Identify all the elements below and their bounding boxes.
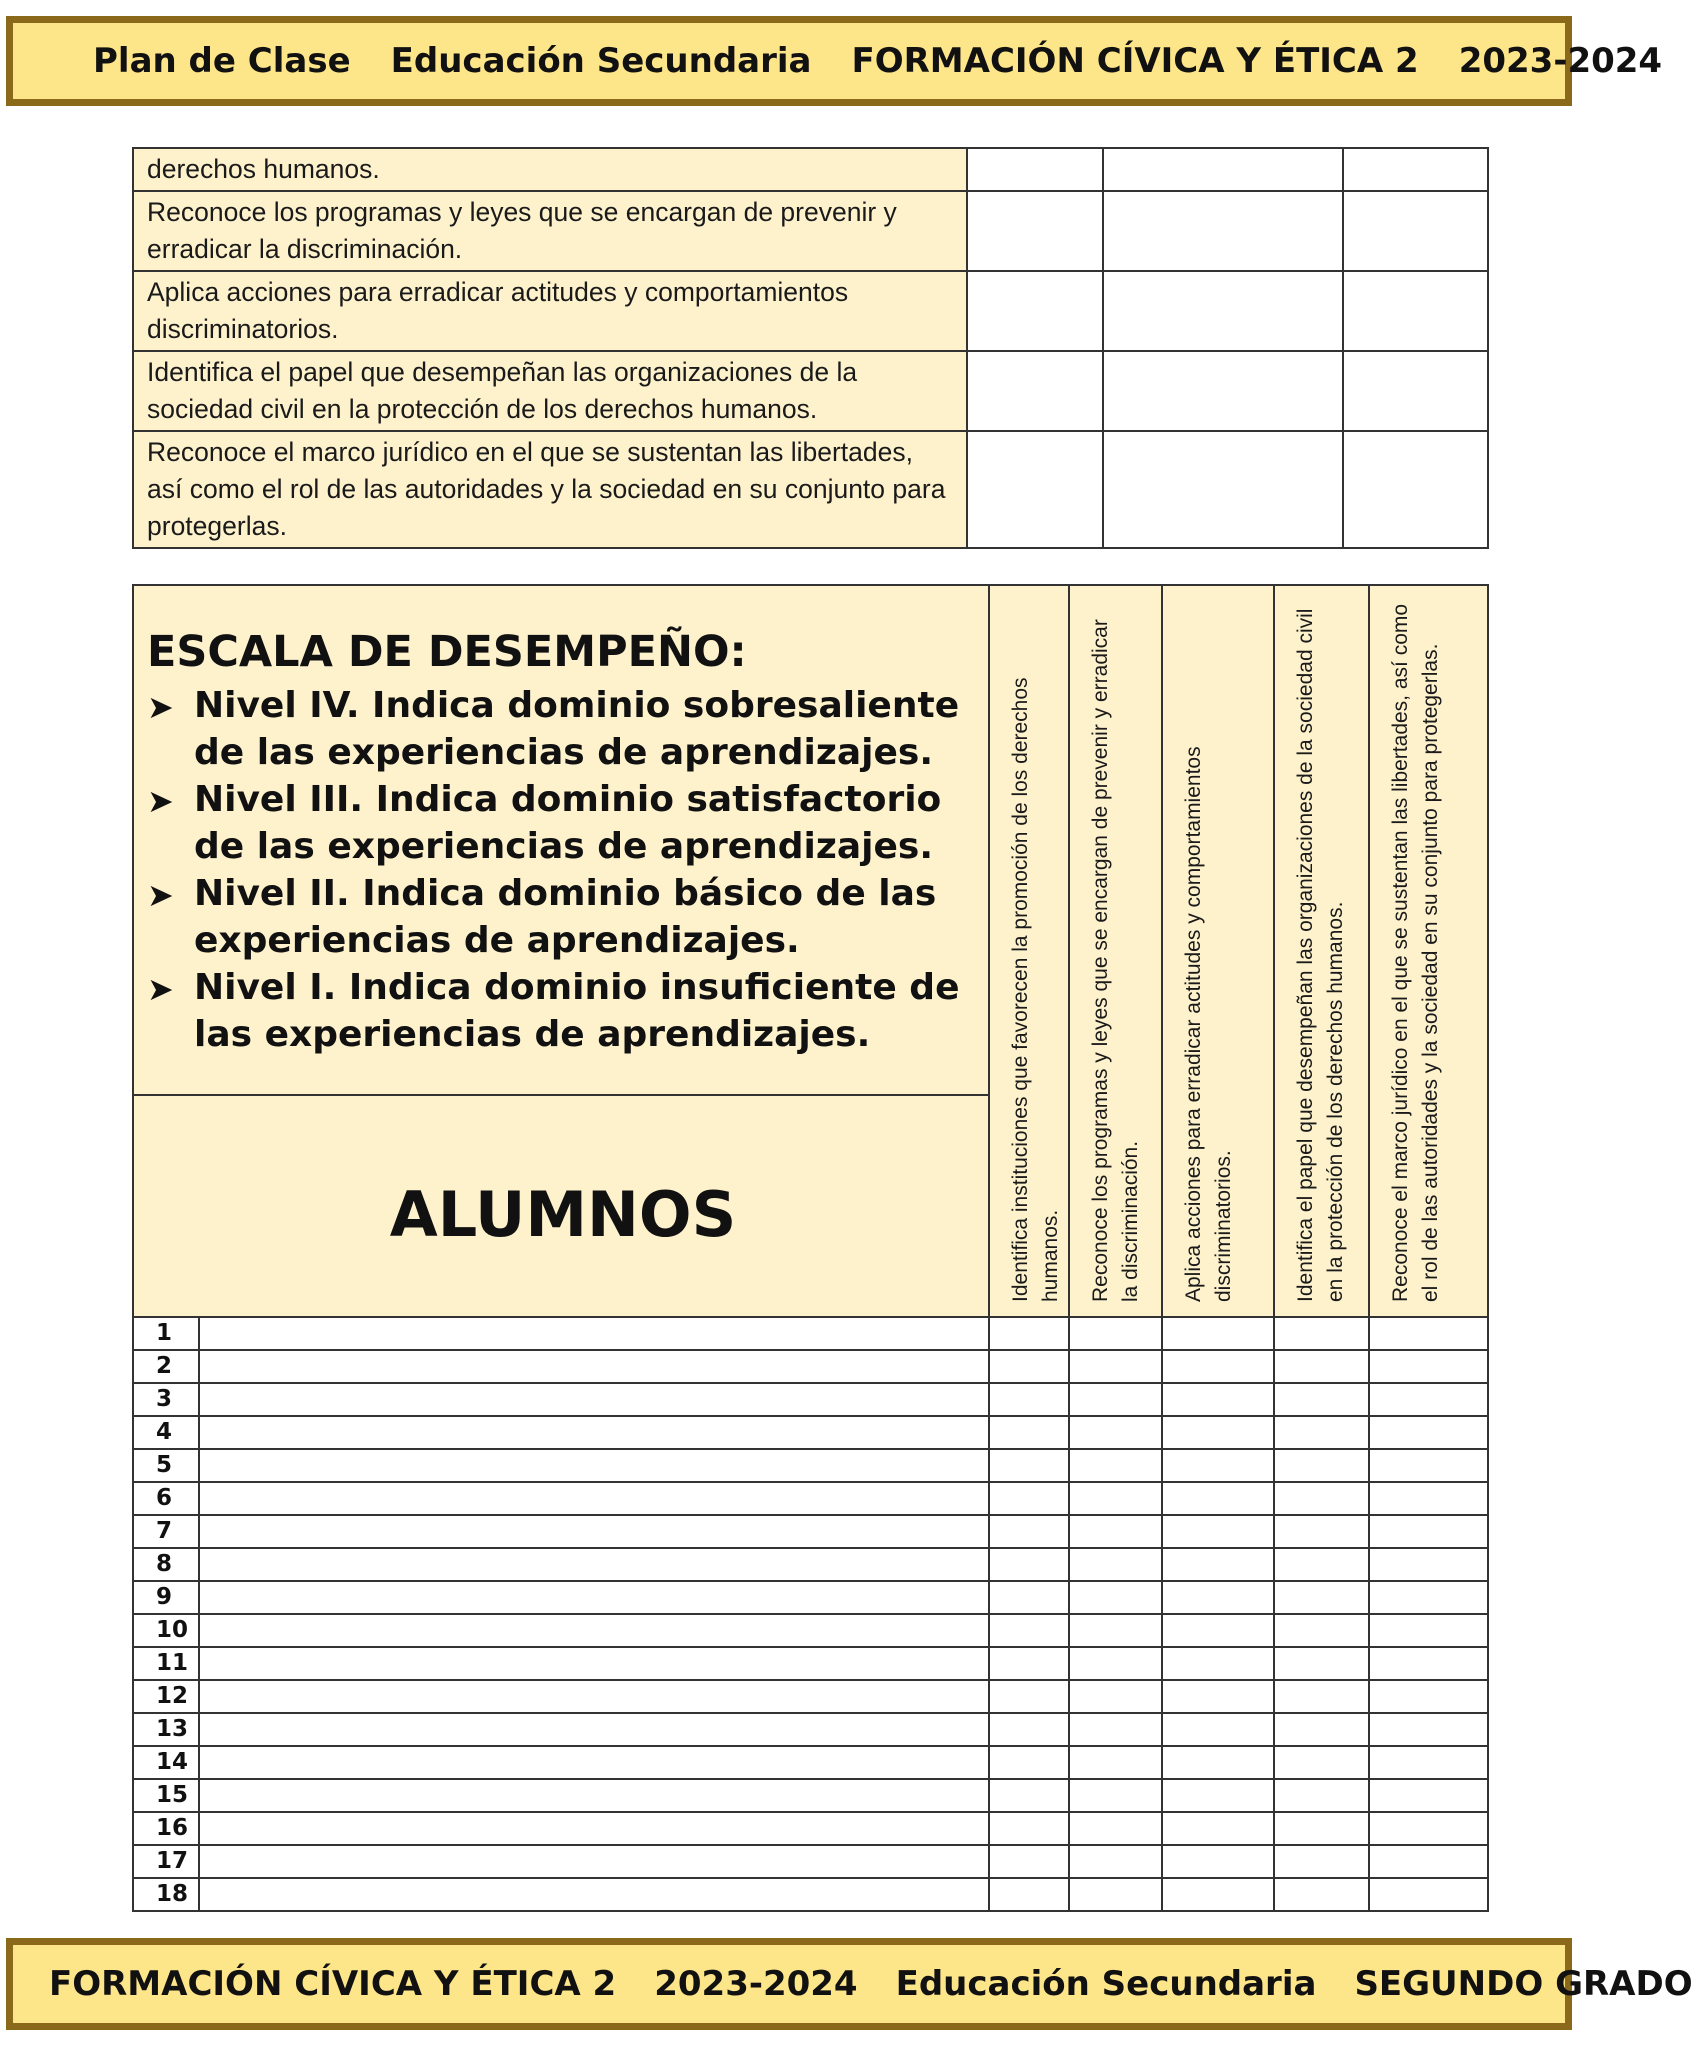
student-name-cell[interactable] [199,1713,989,1746]
student-score-cell[interactable] [1274,1845,1369,1878]
table-row [133,351,1488,431]
student-number: 10 [133,1614,199,1647]
arrow-bullet-icon: ➤ [147,688,174,726]
student-name-cell[interactable] [199,1779,989,1812]
student-score-cell[interactable] [989,1680,1069,1713]
student-number: 8 [133,1548,199,1581]
criterion-header [1274,585,1369,1317]
student-row [133,1713,1488,1746]
student-score-cell[interactable] [1069,1482,1162,1515]
student-score-cell[interactable] [1069,1548,1162,1581]
student-number: 17 [133,1845,199,1878]
student-score-cell[interactable] [1162,1581,1274,1614]
student-row [133,1845,1488,1878]
student-number: 7 [133,1515,199,1548]
evaluation-table [132,584,1489,1912]
escala-level-item [147,964,968,1058]
criterion-label: Identifica instituciones que favorecen la promoción de los derechos humanos. [1009,677,1063,1302]
escala-level-text: Nivel IV. Indica dominio sobresaliente de las experiencias de aprendizajes. [194,685,960,773]
page-header-band [6,16,1663,106]
student-score-cell[interactable] [1162,1878,1274,1911]
student-score-cell[interactable] [989,1482,1069,1515]
student-name-cell[interactable] [199,1383,989,1416]
student-row [133,1416,1488,1449]
student-score-cell[interactable] [989,1812,1069,1845]
student-row [133,1317,1488,1350]
evaluation-cell[interactable] [1103,148,1343,191]
students-body [133,1317,1488,1911]
student-number: 11 [133,1647,199,1680]
student-score-cell[interactable] [1369,1845,1488,1878]
student-name-cell[interactable] [199,1548,989,1581]
evaluation-cell[interactable] [1103,271,1343,351]
header-school-year: 2023-2024 [1458,41,1663,81]
student-score-cell[interactable] [1274,1416,1369,1449]
evaluation-cell[interactable] [1343,431,1488,548]
footer-grade: SEGUNDO GRADO [1354,1964,1693,2004]
header-educacion-secundaria: Educación Secundaria [390,41,812,81]
student-score-cell[interactable] [1162,1317,1274,1350]
student-score-cell[interactable] [1369,1416,1488,1449]
student-score-cell[interactable] [1162,1845,1274,1878]
student-score-cell[interactable] [1274,1878,1369,1911]
student-number: 5 [133,1449,199,1482]
student-score-cell[interactable] [1274,1713,1369,1746]
arrow-bullet-icon: ➤ [147,782,174,820]
student-score-cell[interactable] [1274,1383,1369,1416]
student-score-cell[interactable] [1274,1515,1369,1548]
student-score-cell[interactable] [1069,1845,1162,1878]
student-score-cell[interactable] [989,1647,1069,1680]
student-name-cell[interactable] [199,1581,989,1614]
alumnos-header [133,1095,989,1317]
criterion-label: Aplica acciones para erradicar actitudes y comportamientos discriminatorios. [1182,746,1236,1302]
student-number: 15 [133,1779,199,1812]
header-row [133,585,1488,1095]
student-number: 1 [133,1317,199,1350]
student-score-cell[interactable] [989,1416,1069,1449]
student-score-cell[interactable] [989,1317,1069,1350]
student-score-cell[interactable] [1162,1515,1274,1548]
student-score-cell[interactable] [1069,1449,1162,1482]
student-number: 9 [133,1581,199,1614]
escala-level-item [147,870,968,964]
student-name-cell[interactable] [199,1416,989,1449]
student-number: 16 [133,1812,199,1845]
student-row [133,1383,1488,1416]
student-name-cell[interactable] [199,1515,989,1548]
student-score-cell[interactable] [1369,1350,1488,1383]
arrow-bullet-icon: ➤ [147,970,174,1008]
evaluation-cell[interactable] [1103,431,1343,548]
student-row [133,1350,1488,1383]
evaluation-cell[interactable] [1343,351,1488,431]
evaluation-cell[interactable] [1343,271,1488,351]
student-score-cell[interactable] [989,1614,1069,1647]
criterion-label: Identifica el papel que desempeñan las organizaciones de la sociedad civil en la protección de los derechos humanos. [1294,608,1348,1302]
evaluation-cell[interactable] [967,351,1103,431]
alumnos-label: ALUMNOS [389,1177,737,1251]
student-score-cell[interactable] [1369,1647,1488,1680]
student-score-cell[interactable] [989,1746,1069,1779]
student-score-cell[interactable] [1369,1746,1488,1779]
student-score-cell[interactable] [1069,1350,1162,1383]
student-row [133,1581,1488,1614]
student-score-cell[interactable] [1069,1614,1162,1647]
table-row [133,271,1488,351]
student-row [133,1812,1488,1845]
header-subject: FORMACIÓN CÍVICA Y ÉTICA 2 [851,41,1419,81]
student-row [133,1449,1488,1482]
student-name-cell[interactable] [199,1845,989,1878]
footer-school-year: 2023-2024 [654,1964,858,2004]
student-score-cell[interactable] [1069,1647,1162,1680]
student-row [133,1482,1488,1515]
criterion-header [1069,585,1162,1317]
student-score-cell[interactable] [1274,1449,1369,1482]
table-row [133,148,1488,191]
student-score-cell[interactable] [1162,1713,1274,1746]
student-score-cell[interactable] [1069,1416,1162,1449]
escala-levels-list [147,682,968,1058]
evaluation-cell[interactable] [1103,351,1343,431]
student-name-cell[interactable] [199,1614,989,1647]
student-score-cell[interactable] [1069,1713,1162,1746]
student-score-cell[interactable] [1069,1746,1162,1779]
student-score-cell[interactable] [1162,1647,1274,1680]
student-name-cell[interactable] [199,1317,989,1350]
student-score-cell[interactable] [1369,1680,1488,1713]
student-score-cell[interactable] [1369,1449,1488,1482]
student-row [133,1647,1488,1680]
outcome-cell: Reconoce el marco jurídico en el que se sustentan las libertades, así como el rol de las autoridades y la sociedad en su conjunto para protegerlas. [133,431,967,548]
student-name-cell[interactable] [199,1746,989,1779]
evaluation-cell[interactable] [967,431,1103,548]
student-score-cell[interactable] [1274,1779,1369,1812]
student-score-cell[interactable] [1274,1482,1369,1515]
student-score-cell[interactable] [1274,1350,1369,1383]
student-score-cell[interactable] [989,1449,1069,1482]
criterion-header [1369,585,1488,1317]
student-score-cell[interactable] [989,1878,1069,1911]
outcome-cell: Reconoce los programas y leyes que se encargan de prevenir y erradicar la discriminación. [133,191,967,271]
criterion-label: Reconoce los programas y leyes que se encargan de prevenir y erradicar la discriminación. [1089,619,1143,1302]
student-score-cell[interactable] [1069,1812,1162,1845]
outcome-cell: Identifica el papel que desempeñan las organizaciones de la sociedad civil en la protección de los derechos humanos. [133,351,967,431]
student-score-cell[interactable] [989,1713,1069,1746]
outcome-cell: derechos humanos. [133,148,967,191]
student-score-cell[interactable] [1162,1350,1274,1383]
student-score-cell[interactable] [1274,1614,1369,1647]
student-score-cell[interactable] [1274,1317,1369,1350]
student-score-cell[interactable] [1162,1812,1274,1845]
student-score-cell[interactable] [989,1779,1069,1812]
arrow-bullet-icon: ➤ [147,876,174,914]
student-row [133,1779,1488,1812]
footer-educacion-secundaria: Educación Secundaria [895,1964,1317,2004]
escala-title: ESCALA DE DESEMPEÑO: [147,627,747,677]
evaluation-cell[interactable] [1343,148,1488,191]
student-score-cell[interactable] [1162,1779,1274,1812]
criterion-label: Reconoce el marco jurídico en el que se sustentan las libertades, así como el rol de las autoridades y la sociedad en su conjunto para protegerlas. [1389,603,1443,1302]
student-name-cell[interactable] [199,1350,989,1383]
escala-level-item [147,776,968,870]
header-plan-de-clase: Plan de Clase [93,41,351,81]
student-score-cell[interactable] [989,1548,1069,1581]
student-number: 12 [133,1680,199,1713]
student-score-cell[interactable] [1162,1383,1274,1416]
student-score-cell[interactable] [989,1581,1069,1614]
escala-level-text: Nivel III. Indica dominio satisfactorio de las experiencias de aprendizajes. [194,779,942,867]
student-row [133,1680,1488,1713]
student-name-cell[interactable] [199,1482,989,1515]
escala-level-text: Nivel I. Indica dominio insuficiente de las experiencias de aprendizajes. [194,967,960,1055]
criterion-header [1162,585,1274,1317]
student-score-cell[interactable] [989,1383,1069,1416]
student-score-cell[interactable] [1274,1647,1369,1680]
student-score-cell[interactable] [1162,1614,1274,1647]
student-row [133,1746,1488,1779]
evaluation-cell[interactable] [1103,191,1343,271]
student-score-cell[interactable] [1369,1812,1488,1845]
escala-desempeno-cell [133,585,989,1095]
student-row [133,1614,1488,1647]
student-name-cell[interactable] [199,1878,989,1911]
student-score-cell[interactable] [1069,1581,1162,1614]
student-number: 3 [133,1383,199,1416]
student-number: 2 [133,1350,199,1383]
student-score-cell[interactable] [1369,1779,1488,1812]
student-score-cell[interactable] [1369,1878,1488,1911]
student-score-cell[interactable] [1274,1746,1369,1779]
student-score-cell[interactable] [1274,1581,1369,1614]
student-row [133,1878,1488,1911]
student-score-cell[interactable] [1162,1548,1274,1581]
escala-level-item [147,682,968,776]
student-score-cell[interactable] [1162,1416,1274,1449]
student-score-cell[interactable] [1069,1383,1162,1416]
criterion-header [989,585,1069,1317]
student-score-cell[interactable] [989,1515,1069,1548]
student-number: 4 [133,1416,199,1449]
student-row [133,1548,1488,1581]
page-footer-band [6,1938,1693,2030]
student-score-cell[interactable] [1162,1449,1274,1482]
student-score-cell[interactable] [1274,1812,1369,1845]
student-score-cell[interactable] [1369,1548,1488,1581]
evaluation-cell[interactable] [1343,191,1488,271]
evaluation-cell[interactable] [967,271,1103,351]
student-name-cell[interactable] [199,1647,989,1680]
student-score-cell[interactable] [1162,1482,1274,1515]
table-row [133,431,1488,548]
student-score-cell[interactable] [1369,1713,1488,1746]
student-name-cell[interactable] [199,1680,989,1713]
student-score-cell[interactable] [1274,1548,1369,1581]
student-score-cell[interactable] [1069,1779,1162,1812]
student-score-cell[interactable] [1369,1614,1488,1647]
student-score-cell[interactable] [1069,1878,1162,1911]
student-row [133,1515,1488,1548]
student-number: 18 [133,1878,199,1911]
escala-level-text: Nivel II. Indica dominio básico de las experiencias de aprendizajes. [194,873,937,961]
student-score-cell[interactable] [1069,1317,1162,1350]
evaluation-cell[interactable] [967,191,1103,271]
student-score-cell[interactable] [1162,1746,1274,1779]
student-score-cell[interactable] [1162,1680,1274,1713]
student-name-cell[interactable] [199,1812,989,1845]
student-score-cell[interactable] [1069,1515,1162,1548]
student-score-cell[interactable] [1369,1482,1488,1515]
student-score-cell[interactable] [1274,1680,1369,1713]
student-number: 6 [133,1482,199,1515]
student-score-cell[interactable] [989,1350,1069,1383]
student-number: 13 [133,1713,199,1746]
learning-outcomes-table [132,147,1489,549]
outcome-cell: Aplica acciones para erradicar actitudes y comportamientos discriminatorios. [133,271,967,351]
student-score-cell[interactable] [1369,1317,1488,1350]
student-score-cell[interactable] [1369,1581,1488,1614]
student-number: 14 [133,1746,199,1779]
evaluation-cell[interactable] [967,148,1103,191]
student-score-cell[interactable] [1069,1680,1162,1713]
student-name-cell[interactable] [199,1449,989,1482]
student-score-cell[interactable] [1369,1383,1488,1416]
student-score-cell[interactable] [1369,1515,1488,1548]
footer-subject: FORMACIÓN CÍVICA Y ÉTICA 2 [49,1964,617,2004]
table-row [133,191,1488,271]
student-score-cell[interactable] [989,1845,1069,1878]
